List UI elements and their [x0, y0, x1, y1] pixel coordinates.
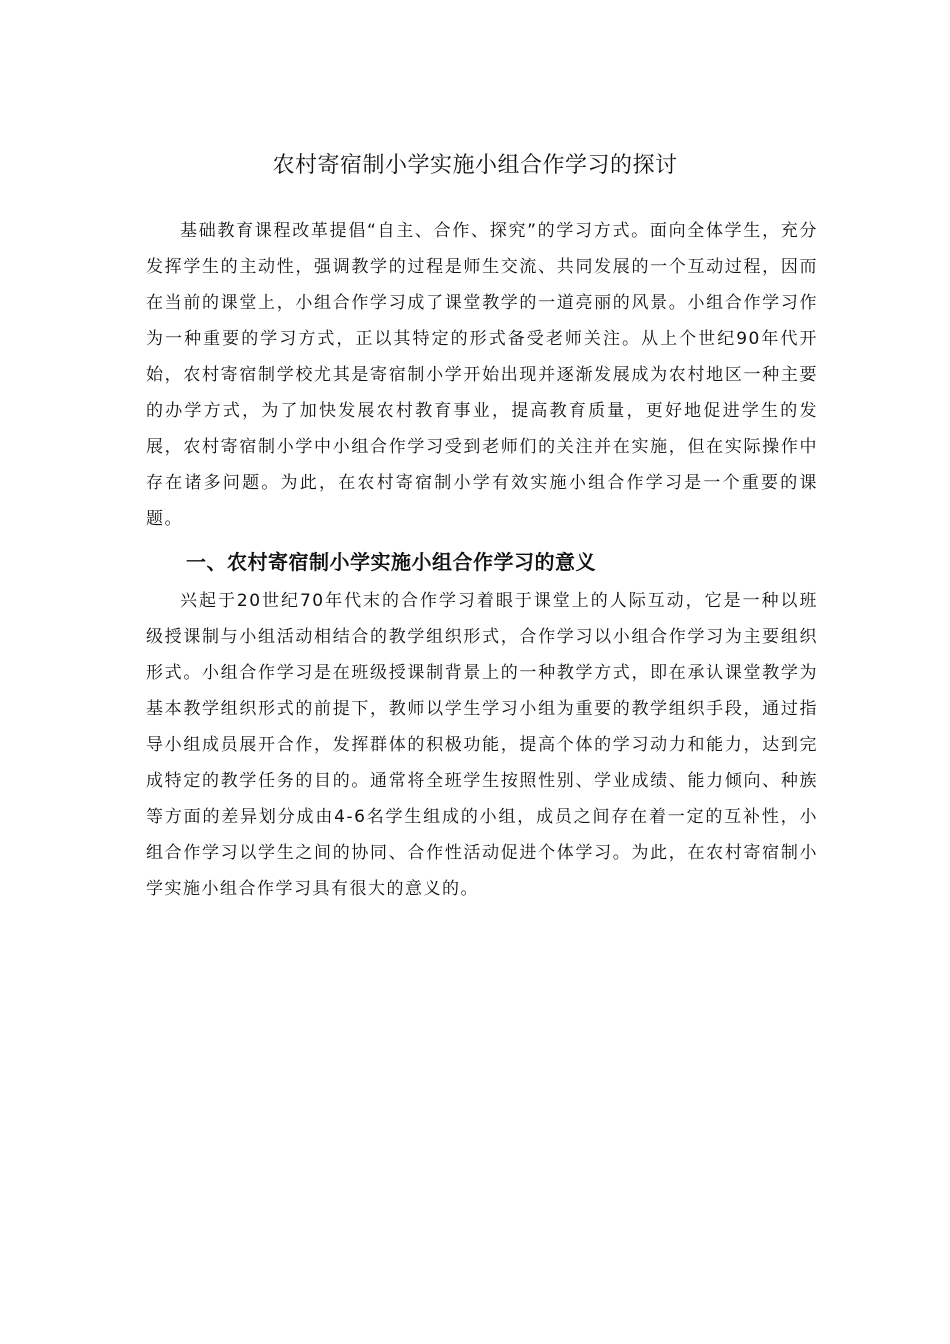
document-title: 农村寄宿制小学实施小组合作学习的探讨: [272, 153, 678, 178]
section-1-paragraph: 兴起于20世纪70年代末的合作学习着眼于课堂上的人际互动，它是一种以班级授课制与小组活动相结合的教学组织形式，合作学习以小组合作学习为主要组织形式。小组合作学习是在班级授课制背景上的一种教学方式，即在承认课堂教学为基本教学组织形式的前提下，教师以学生学习小组为重要的教学组织手段，通过指导小组成员展开合作，发挥群体的积极功能，提高个体的学习动力和能力，达到完成特定的教学任务的目的。通常将全班学生按照性别、学业成绩、能力倾向、种族等方面的差异划分成由4-6名学生组成的小组，成员之间存在着一定的互补性，小组合作学习以学生之间的协同、合作性活动促进个体学习。为此，在农村寄宿制小学实施小组合作学习具有很大的意义的。: [146, 591, 818, 899]
intro-paragraph: 基础教育课程改革提倡“自主、合作、探究”的学习方式。面向全体学生，充分发挥学生的主动性，强调教学的过程是师生交流、共同发展的一个互动过程，因而在当前的课堂上，小组合作学习成了课堂教学的一道亮丽的风景。小组合作学习作为一种重要的学习方式，正以其特定的形式备受老师关注。从上个世纪90年代开始，农村寄宿制学校尤其是寄宿制小学开始出现并逐渐发展成为农村地区一种主要的办学方式，为了加快发展农村教育事业，提高教育质量，更好地促进学生的发展，农村寄宿制小学中小组合作学习受到老师们的关注并在实施，但在实际操作中存在诸多问题。为此，在农村寄宿制小学有效实施小组合作学习是一个重要的课题。: [146, 221, 818, 529]
intro-section: [146, 213, 818, 537]
section-1-body: [146, 583, 818, 907]
section-heading: 一、农村寄宿制小学实施小组合作学习的意义: [186, 550, 596, 574]
